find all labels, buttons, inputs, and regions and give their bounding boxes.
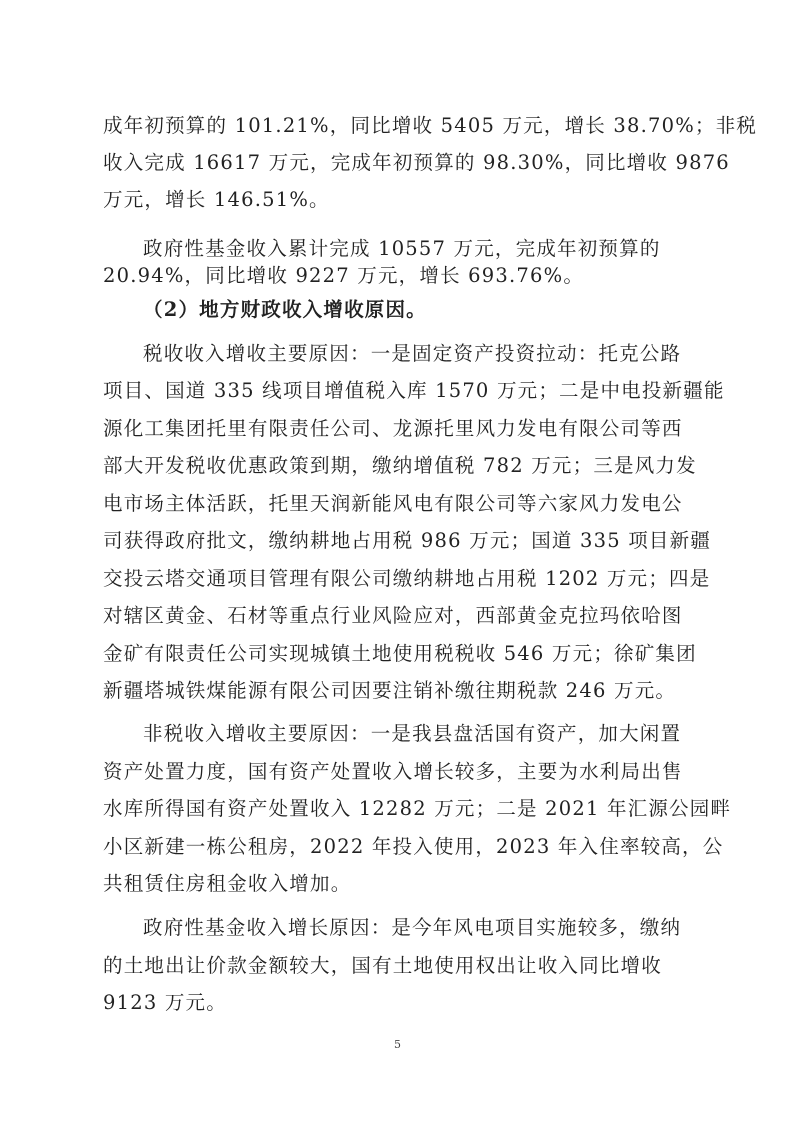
text-line: 共租赁住房租金收入增加。: [103, 872, 352, 895]
text-line: 水库所得国有资产处置收入 12282 万元；二是 2021 年汇源公园畔: [103, 797, 732, 820]
text-line: （2）地方财政收入增收原因。: [143, 298, 427, 321]
text-line: 交投云塔交通项目管理有限公司缴纳耕地占用税 1202 万元；四是: [103, 567, 711, 590]
text-line: 小区新建一栋公租房，2022 年投入使用，2023 年入住率较高，公: [103, 835, 724, 858]
text-line: 部大开发税收优惠政策到期，缴纳增值税 782 万元；三是风力发: [103, 454, 697, 477]
text-line: 收入完成 16617 万元，完成年初预算的 98.30%，同比增收 9876: [103, 151, 730, 174]
text-line: 9123 万元。: [103, 991, 227, 1014]
text-line: 资产处置力度，国有资产处置收入增长较多，主要为水利局出售: [103, 760, 683, 783]
text-line: 新疆塔城铁煤能源有限公司因要注销补缴往期税款 246 万元。: [103, 679, 677, 702]
text-line: 司获得政府批文，缴纳耕地占用税 986 万元；国道 335 项目新疆: [103, 529, 712, 552]
text-line: 金矿有限责任公司实现城镇土地使用税税收 546 万元；徐矿集团: [103, 642, 697, 665]
text-line: 对辖区黄金、石材等重点行业风险应对，西部黄金克拉玛依哈图: [103, 604, 683, 627]
text-line: 政府性基金收入增长原因：是今年风电项目实施较多，缴纳: [143, 916, 682, 939]
page-number: 5: [394, 1038, 401, 1051]
text-line: 项目、国道 335 线项目增值税入库 1570 万元；二是中电投新疆能: [103, 379, 725, 402]
text-line: 的土地出让价款金额较大，国有土地使用权出让收入同比增收: [103, 954, 662, 977]
text-line: 万元，增长 146.51%。: [103, 188, 330, 211]
text-line: 非税收入增收主要原因：一是我县盘活国有资产，加大闲置: [143, 722, 682, 745]
text-line: 20.94%，同比增收 9227 万元，增长 693.76%。: [103, 264, 585, 287]
text-line: 税收收入增收主要原因：一是固定资产投资拉动：托克公路: [143, 342, 682, 365]
text-line: 电市场主体活跃，托里天润新能风电有限公司等六家风力发电公: [103, 492, 683, 515]
text-line: 政府性基金收入累计完成 10557 万元，完成年初预算的: [143, 237, 661, 260]
text-line: 成年初预算的 101.21%，同比增收 5405 万元，增长 38.70%；非税: [103, 114, 758, 137]
text-line: 源化工集团托里有限责任公司、龙源托里风力发电有限公司等西: [103, 417, 683, 440]
